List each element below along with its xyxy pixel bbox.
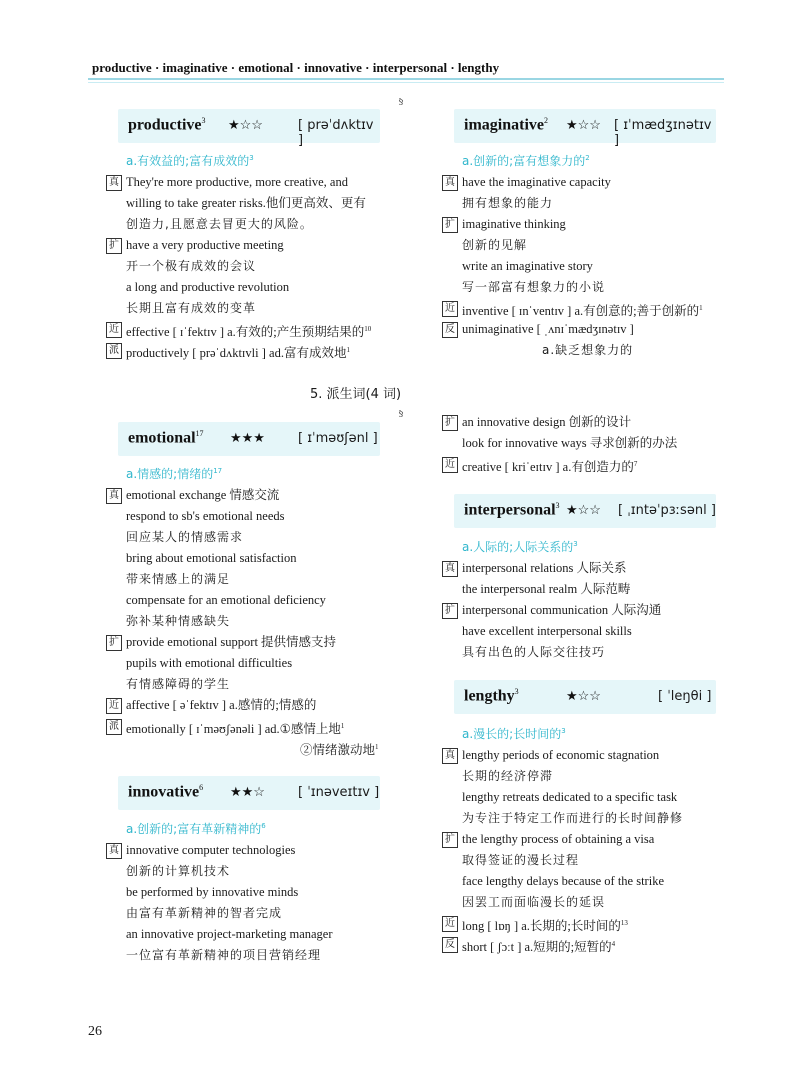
phonetic: [ prəˈdʌktɪv ] bbox=[298, 118, 374, 148]
example-line: 写一部富有想象力的小说 bbox=[462, 280, 606, 294]
meaning: a.漫长的;长时间的$^3$ bbox=[462, 727, 566, 741]
frequency-stars: ★☆☆ bbox=[228, 118, 263, 133]
headword: innovative$^6$ bbox=[128, 783, 204, 801]
example-line: lengthy retreats dedicated to a specific task bbox=[462, 790, 678, 804]
frequency-stars: ★★★ bbox=[230, 431, 265, 446]
antonym-line: a.缺乏想象力的 bbox=[542, 343, 634, 357]
example-line: look for innovative ways 寻求创新的办法 bbox=[462, 436, 678, 450]
phonetic: [ ɪˈməʊʃənl ] bbox=[298, 431, 378, 446]
tag-zhen: 真 bbox=[442, 561, 458, 577]
example-line: an innovative project-marketing manager bbox=[126, 927, 333, 941]
tag-jin: 近 bbox=[442, 916, 458, 932]
tag-jin: 近 bbox=[442, 301, 458, 317]
tag-jin: 近 bbox=[106, 698, 122, 714]
example-line: write an imaginative story bbox=[462, 259, 593, 273]
example-line: compensate for an emotional deficiency bbox=[126, 593, 326, 607]
section-title: 5. 派生词(4 词) bbox=[310, 387, 402, 402]
example-line: 创造力,且愿意去冒更大的风险。 bbox=[126, 217, 313, 231]
meaning: a.创新的;富有想象力的$^2$ bbox=[462, 154, 590, 168]
example-line: 因罢工而面临漫长的延误 bbox=[462, 895, 606, 909]
frequency-stars: ★☆☆ bbox=[566, 118, 601, 133]
tag-zhen: 真 bbox=[106, 488, 122, 504]
tag-pai: 派 bbox=[106, 343, 122, 359]
synonym-line: creative [ kriˈeɪtɪv ] a.有创造力的$^7$ bbox=[462, 460, 638, 475]
example-line: bring about emotional satisfaction bbox=[126, 551, 297, 565]
example-line: interpersonal relations 人际关系 bbox=[462, 561, 627, 575]
tag-kuo: 扩 bbox=[442, 217, 458, 233]
tag-kuo: 扩 bbox=[106, 635, 122, 651]
tag-zhen: 真 bbox=[106, 843, 122, 859]
entry-head-productive bbox=[118, 109, 380, 148]
frequency-stars: ★☆☆ bbox=[566, 689, 601, 704]
example-line: interpersonal communication 人际沟通 bbox=[462, 603, 662, 617]
derivative-line: ②情绪激动地$^1$ bbox=[300, 743, 379, 758]
example-line: respond to sb's emotional needs bbox=[126, 509, 285, 523]
tag-zhen: 真 bbox=[106, 175, 122, 191]
example-line: 回应某人的情感需求 bbox=[126, 530, 244, 544]
tag-zhen: 真 bbox=[442, 748, 458, 764]
entry-head-lengthy bbox=[454, 680, 716, 714]
example-line: They're more productive, more creative, and bbox=[126, 175, 348, 189]
example-line: 一位富有革新精神的项目营销经理 bbox=[126, 948, 322, 962]
antonym-line: unimaginative [ ˌʌnɪˈmædʒɪnətɪv ] bbox=[462, 322, 634, 336]
example-line: willing to take greater risks.他们更高效、更有 bbox=[126, 196, 366, 210]
tag-pai: 派 bbox=[106, 719, 122, 735]
column-divider-top: § bbox=[398, 98, 404, 107]
entry-head-emotional bbox=[118, 422, 380, 456]
example-line: 长期且富有成效的变革 bbox=[126, 301, 257, 315]
tag-jin: 近 bbox=[106, 322, 122, 338]
phonetic: [ ɪˈmædʒɪnətɪv ] bbox=[614, 118, 712, 148]
example-line: have a very productive meeting bbox=[126, 238, 284, 252]
antonym-line: short [ ʃɔːt ] a.短期的;短暂的$^4$ bbox=[462, 940, 616, 955]
entry-head-imaginative bbox=[454, 109, 716, 148]
meaning: a.情感的;情绪的$^{17}$ bbox=[126, 467, 223, 481]
entry-head-innovative bbox=[118, 776, 380, 810]
synonym-line: inventive [ ɪnˈventɪv ] a.有创意的;善于创新的$^1$ bbox=[462, 304, 703, 319]
headword: productive$^3$ bbox=[128, 116, 206, 134]
tag-fan: 反 bbox=[442, 937, 458, 953]
example-line: be performed by innovative minds bbox=[126, 885, 299, 899]
headword: emotional$^{17}$ bbox=[128, 429, 204, 447]
meaning: a.创新的;富有革新精神的$^6$ bbox=[126, 822, 266, 836]
meaning: a.人际的;人际关系的$^3$ bbox=[462, 540, 578, 554]
synonym-line: effective [ ɪˈfektɪv ] a.有效的;产生预期结果的$^{10}$ bbox=[126, 325, 372, 340]
headword: imaginative$^2$ bbox=[464, 116, 548, 134]
tag-jin: 近 bbox=[442, 457, 458, 473]
example-line: 为专注于特定工作而进行的长时间静修 bbox=[462, 811, 684, 825]
synonym-line: affective [ əˈfektɪv ] a.感情的;情感的 bbox=[126, 698, 317, 712]
example-line: an innovative design 创新的设计 bbox=[462, 415, 632, 429]
example-line: 带来情感上的满足 bbox=[126, 572, 231, 586]
frequency-stars: ★★☆ bbox=[230, 785, 265, 800]
example-line: 拥有想象的能力 bbox=[462, 196, 554, 210]
headword: interpersonal$^3$ bbox=[464, 501, 560, 519]
example-line: a long and productive revolution bbox=[126, 280, 290, 294]
derivative-line: productively [ prəˈdʌktɪvli ] ad.富有成效地$^1$ bbox=[126, 346, 350, 361]
tag-kuo: 扩 bbox=[442, 415, 458, 431]
tag-kuo: 扩 bbox=[442, 603, 458, 619]
meaning: a.有效益的;富有成效的$^3$ bbox=[126, 154, 254, 168]
entry-head-interpersonal bbox=[454, 494, 716, 528]
example-line: 创新的计算机技术 bbox=[126, 864, 231, 878]
example-line: have the imaginative capacity bbox=[462, 175, 611, 189]
tag-kuo: 扩 bbox=[106, 238, 122, 254]
header-rule bbox=[88, 78, 724, 80]
phonetic: [ ˈɪnəveɪtɪv ] bbox=[298, 785, 380, 800]
example-line: the interpersonal realm 人际范畴 bbox=[462, 582, 631, 596]
tag-zhen: 真 bbox=[442, 175, 458, 191]
example-line: imaginative thinking bbox=[462, 217, 566, 231]
tag-fan: 反 bbox=[442, 322, 458, 338]
page-header: productive · imaginative · emotional · innovative · interpersonal · lengthy bbox=[92, 60, 500, 75]
example-line: have excellent interpersonal skills bbox=[462, 624, 632, 638]
example-line: face lengthy delays because of the strike bbox=[462, 874, 664, 888]
example-line: 有情感障碍的学生 bbox=[126, 677, 231, 691]
example-line: 具有出色的人际交往技巧 bbox=[462, 645, 606, 659]
example-line: emotional exchange 情感交流 bbox=[126, 488, 280, 502]
example-line: pupils with emotional difficulties bbox=[126, 656, 293, 670]
synonym-line: long [ lɒŋ ] a.长期的;长时间的$^{13}$ bbox=[462, 919, 628, 934]
example-line: lengthy periods of economic stagnation bbox=[462, 748, 660, 762]
header-rule-secondary bbox=[88, 82, 724, 83]
example-line: 创新的见解 bbox=[462, 238, 528, 252]
example-line: 由富有革新精神的智者完成 bbox=[126, 906, 283, 920]
derivative-line: emotionally [ ɪˈməʊʃənəli ] ad.①感情上地$^1$ bbox=[126, 722, 345, 737]
example-line: the lengthy process of obtaining a visa bbox=[462, 832, 655, 846]
frequency-stars: ★☆☆ bbox=[566, 503, 601, 518]
example-line: 弥补某种情感缺失 bbox=[126, 614, 231, 628]
example-line: 开一个极有成效的会议 bbox=[126, 259, 257, 273]
example-line: 取得签证的漫长过程 bbox=[462, 853, 580, 867]
example-line: provide emotional support 提供情感支持 bbox=[126, 635, 337, 649]
tag-kuo: 扩 bbox=[442, 832, 458, 848]
headword: lengthy$^3$ bbox=[464, 687, 519, 705]
phonetic: [ ˈleŋθi ] bbox=[658, 689, 712, 704]
example-line: 长期的经济停滞 bbox=[462, 769, 554, 783]
column-divider-bottom: § bbox=[398, 410, 404, 419]
phonetic: [ ˌɪntəˈpɜːsənl ] bbox=[618, 503, 716, 518]
example-line: innovative computer technologies bbox=[126, 843, 296, 857]
page-number: 26 bbox=[88, 1024, 102, 1039]
